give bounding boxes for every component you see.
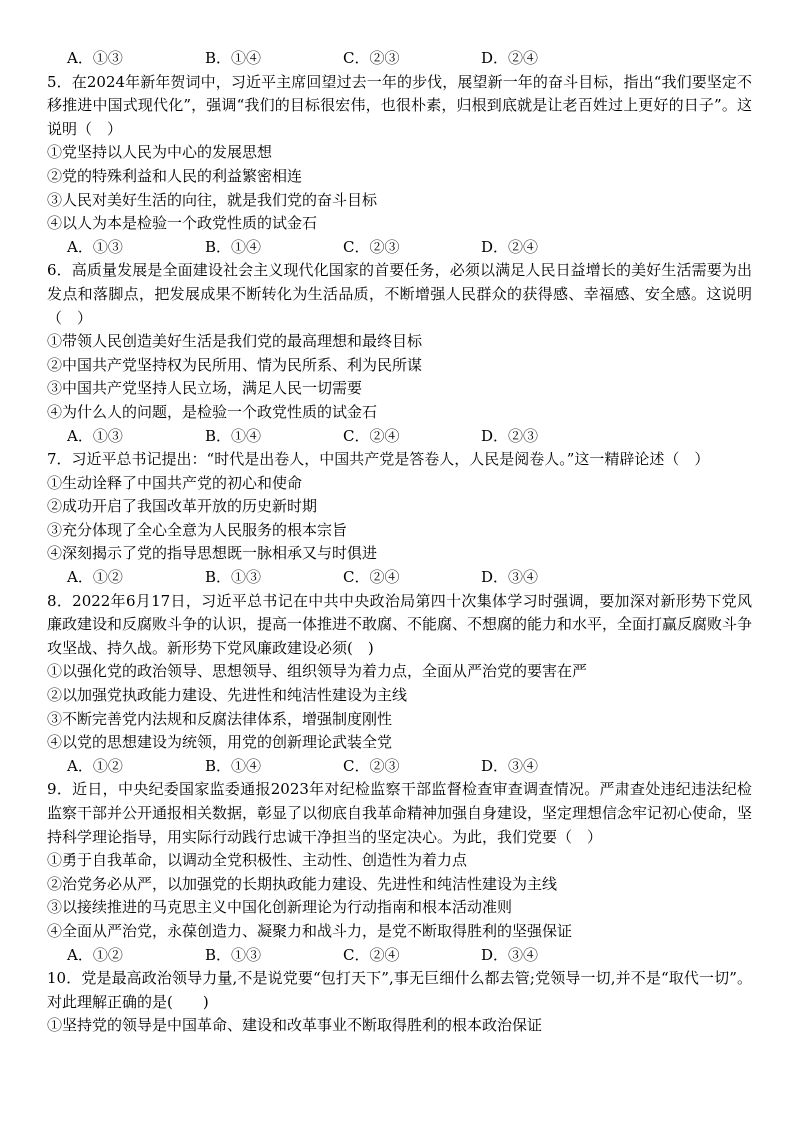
question-8-option-2: ②以加强党执政能力建设、先进性和纯洁性建设为主线 [47, 686, 408, 705]
choice-d[interactable]: D．③④ [481, 568, 539, 587]
choice-c[interactable]: C．②④ [343, 568, 400, 587]
answer-choices [47, 47, 752, 71]
choice-c[interactable]: C．②③ [343, 49, 400, 67]
choice-a[interactable]: A．①② [67, 568, 123, 587]
choice-c[interactable]: C．②④ [343, 945, 400, 964]
question-6-option-4: ④为什么人的问题，是检验一个政党性质的试金石 [47, 402, 378, 421]
question-5-stem: 5．在2024年新年贺词中，习近平主席回望过去一年的步伐，展望新一年的奋斗目标，指出“我们要坚定不移推进中国式现代化”，强调“我们的目标很宏伟，也很朴素，归根到底就是让老百姓过上更好的日子”。这说明（ ） [47, 72, 752, 138]
question-9-stem: 9．近日，中央纪委国家监委通报2023年对纪检监察干部监督检查审查调查情况。严肃查处违纪违法纪检监察干部并公开通报相关数据，彰显了以彻底自我革命精神加强自身建设，坚定理想信念牢记初心使命，坚持科学理论指导，用实际行动践行忠诚干净担当的坚定决心。为此，我们党要（ ） [47, 780, 753, 846]
choice-a[interactable]: A．①② [67, 756, 123, 775]
question-8-option-3: ③不断完善党内法规和反腐法律体系，增强制度刚性 [47, 709, 393, 728]
question-6-option-2: ②中国共产党坚持权为民所用、情为民所系、利为民所谋 [47, 355, 423, 374]
answer-choices [47, 944, 752, 968]
choice-b[interactable]: B．①③ [205, 568, 262, 587]
question-9-option-3: ③以接续推进的马克思主义中国化创新理论为行动指南和根本活动准则 [47, 898, 513, 917]
question-8-option-1: ①以强化党的政治领导、思想领导、组织领导为着力点，全面从严治党的要害在严 [47, 662, 588, 681]
question-9-option-4: ④全面从严治党，永葆创造力、凝聚力和战斗力，是党不断取得胜利的坚强保证 [47, 921, 573, 940]
question-8-option-4: ④以党的思想建设为统领，用党的创新理论武装全党 [47, 733, 393, 752]
choice-b[interactable]: B．①③ [205, 945, 262, 964]
choice-c[interactable]: C．②④ [343, 426, 400, 445]
choice-d[interactable]: D．②③ [481, 426, 539, 445]
choice-a[interactable]: A．①③ [67, 426, 123, 445]
choice-d[interactable]: D．③④ [481, 945, 539, 964]
question-9-option-1: ①勇于自我革命，以调动全党积极性、主动性、创造性为着力点 [47, 851, 468, 870]
choice-b[interactable]: B．①④ [205, 49, 262, 67]
choice-a[interactable]: A．①③ [67, 237, 123, 256]
question-5-option-2: ②党的特殊利益和人民的利益繁密相连 [47, 166, 303, 185]
exam-page [47, 47, 752, 1038]
question-7-option-3: ③充分体现了全心全意为人民服务的根本宗旨 [47, 520, 348, 539]
choice-d[interactable]: D．③④ [481, 756, 539, 775]
question-6-option-3: ③中国共产党坚持人民立场，满足人民一切需要 [47, 379, 363, 398]
choice-a[interactable]: A．①② [67, 945, 123, 964]
question-7-option-1: ①生动诠释了中国共产党的初心和使命 [47, 473, 303, 492]
choice-c[interactable]: C．②③ [343, 756, 400, 775]
answer-choices [47, 425, 752, 449]
question-6-stem: 6．高质量发展是全面建设社会主义现代化国家的首要任务，必须以满足人民日益增长的美好生活需要为出发点和落脚点，把发展成果不断转化为生活品质，不断增强人民群众的获得感、幸福感、安全感。这说明（ ） [47, 261, 752, 327]
choice-d[interactable]: D．②④ [481, 237, 539, 256]
choice-a[interactable]: A．①③ [67, 49, 123, 67]
question-5-option-1: ①党坚持以人民为中心的发展思想 [47, 143, 273, 162]
question-5-option-3: ③人民对美好生活的向往，就是我们党的奋斗目标 [47, 190, 378, 209]
choice-d[interactable]: D．②④ [481, 49, 539, 67]
answer-choices [47, 755, 752, 779]
question-6-option-1: ①带领人民创造美好生活是我们党的最高理想和最终目标 [47, 332, 423, 351]
choice-b[interactable]: B．①④ [205, 756, 262, 775]
question-8-stem: 8．2022年6月17日，习近平总书记在中共中央政治局第四十次集体学习时强调，要加深对新形势下党风廉政建设和反腐败斗争的认识，提高一体推进不敢腐、不能腐、不想腐的能力和水平，全面打赢反腐败斗争攻坚战、持久战。新形势下党风廉政建设必须( ) [47, 591, 753, 657]
choice-b[interactable]: B．①④ [205, 237, 262, 256]
answer-choices [47, 236, 752, 260]
question-7-option-2: ②成功开启了我国改革开放的历史新时期 [47, 497, 318, 516]
question-10-option-1: ①坚持党的领导是中国革命、建设和改革事业不断取得胜利的根本政治保证 [47, 1016, 543, 1035]
question-7-stem: 7．习近平总书记提出：“时代是出卷人，中国共产党是答卷人，人民是阅卷人。”这一精辟论述（ ） [47, 450, 710, 469]
question-9-option-2: ②治党务必从严，以加强党的长期执政能力建设、先进性和纯洁性建设为主线 [47, 874, 558, 893]
choice-b[interactable]: B．①④ [205, 426, 262, 445]
question-7-option-4: ④深刻揭示了党的指导思想既一脉相承又与时俱进 [47, 544, 378, 563]
question-5-option-4: ④以人为本是检验一个政党性质的试金石 [47, 214, 318, 233]
answer-choices [47, 566, 752, 590]
choice-c[interactable]: C．②③ [343, 237, 400, 256]
question-10-stem: 10．党是最高政治领导力量,不是说党要“包打天下”,事无巨细什么都去管;党领导一切,并不是“取代一切”。对此理解正确的是( ) [47, 969, 752, 1011]
